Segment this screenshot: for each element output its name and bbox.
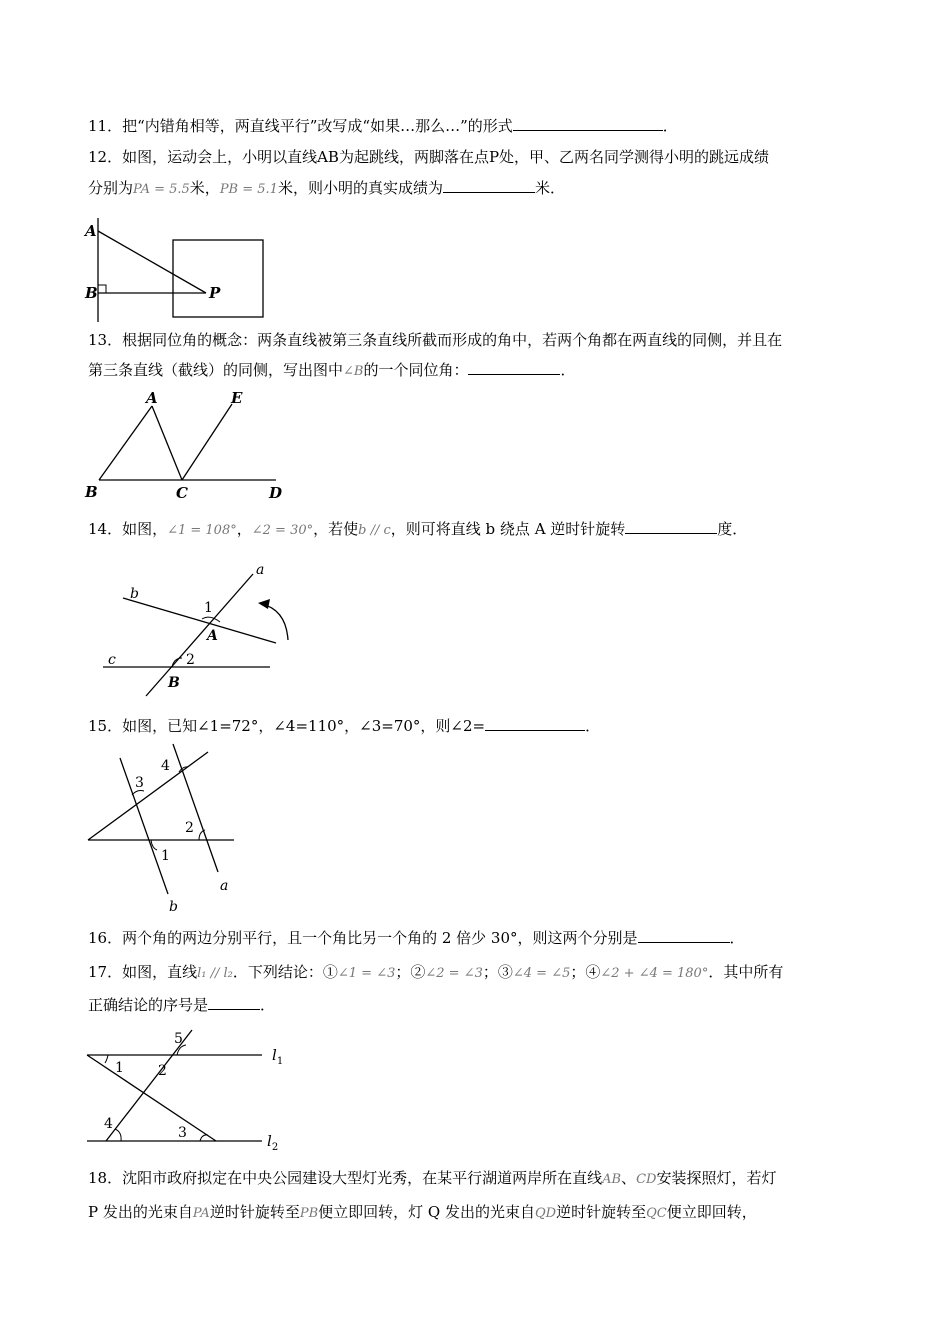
label-4: 4 [104, 1116, 113, 1132]
label-5: 5 [174, 1031, 183, 1047]
math-angle-b: ∠B [343, 364, 364, 379]
label-a: a [220, 878, 229, 894]
label-4: 4 [161, 758, 170, 774]
label-c: c [108, 652, 116, 668]
label-B: B [85, 284, 98, 302]
label-C: C [176, 484, 188, 502]
label-1: 1 [204, 600, 213, 616]
label-l2: $l_2$ [267, 1132, 279, 1153]
label-1: 1 [161, 848, 170, 864]
label-D: D [269, 484, 283, 502]
math-pb: PB = 5.1 [219, 182, 278, 197]
label-3: 3 [135, 775, 144, 791]
label-b: b [169, 899, 178, 915]
q15-figure [84, 742, 254, 914]
answer-blank[interactable] [468, 359, 560, 375]
question-16: 16．两个角的两边分别平行，且一个角比另一个角的 2 倍少 30°，则这两个分别是 ． [88, 929, 745, 947]
question-12-line1: 12．如图，运动会上，小明以直线AB为起跳线，两脚落在点P处，甲、乙两名同学测得小明的跳远成绩 [88, 148, 770, 166]
question-15: 15．如图，已知∠1=72°，∠4=110°，∠3=70°，则∠2= ． [88, 717, 601, 735]
q17-figure [84, 1026, 294, 1154]
question-12-line2: 分别为PA = 5.5米，PB = 5.1米，则小明的真实成绩为 米． [88, 179, 565, 197]
label-2: 2 [158, 1063, 167, 1079]
label-1: 1 [115, 1060, 124, 1076]
answer-blank[interactable] [513, 115, 663, 131]
q14-figure [98, 560, 308, 700]
question-17-line1: 17．如图，直线l₁ // l₂．下列结论：①∠1 = ∠3；②∠2 = ∠3；③∠4 = ∠5；④∠2 + ∠4 = 180°．其中所有 [88, 963, 784, 981]
question-14: 14．如图，∠1 = 108°，∠2 = 30°，若使b // c，则可将直线 b 绕点 A 逆时针旋转 度． [88, 520, 748, 538]
answer-blank[interactable] [443, 177, 535, 193]
question-18-line1: 18．沈阳市政府拟定在中央公园建设大型灯光秀，在某平行湖道两岸所在直线AB、CD安装探照灯，若灯 [88, 1169, 777, 1187]
label-3: 3 [178, 1125, 187, 1141]
label-B: B [85, 483, 98, 501]
label-A: A [146, 389, 158, 407]
q12-figure [84, 218, 274, 322]
math-pa: PA = 5.5 [133, 182, 190, 197]
answer-blank[interactable] [625, 518, 717, 534]
label-A: A [85, 222, 97, 240]
question-11: 11．把“内错角相等，两直线平行”改写成“如果…那么…”的形式 ． [88, 117, 678, 135]
label-l1: $l_1$ [272, 1046, 284, 1067]
question-13-line2: 第三条直线（截线）的同侧，写出图中∠B的一个同位角： ． [88, 361, 576, 379]
q13-figure [84, 390, 294, 502]
label-A: A [207, 628, 218, 644]
label-E: E [231, 389, 243, 407]
answer-blank[interactable] [485, 715, 585, 731]
q11-text: 11．把“内错角相等，两直线平行”改写成“如果…那么…”的形式 [88, 117, 513, 135]
question-18-line2: P 发出的光束自PA逆时针旋转至PB便立即回转，灯 Q 发出的光束自QD逆时针旋转至QC便立即回转， [88, 1203, 757, 1221]
label-B: B [168, 675, 180, 691]
answer-blank[interactable] [638, 927, 730, 943]
answer-blank[interactable] [208, 994, 260, 1010]
question-13-line1: 13．根据同位角的概念：两条直线被第三条直线所截而形成的角中，若两个角都在两直线的同侧，并且在 [88, 331, 783, 349]
label-2: 2 [186, 652, 195, 668]
question-17-line2: 正确结论的序号是 ． [88, 996, 276, 1014]
label-2: 2 [185, 820, 194, 836]
label-P: P [209, 284, 221, 302]
label-b: b [130, 586, 139, 602]
label-a: a [256, 562, 265, 578]
